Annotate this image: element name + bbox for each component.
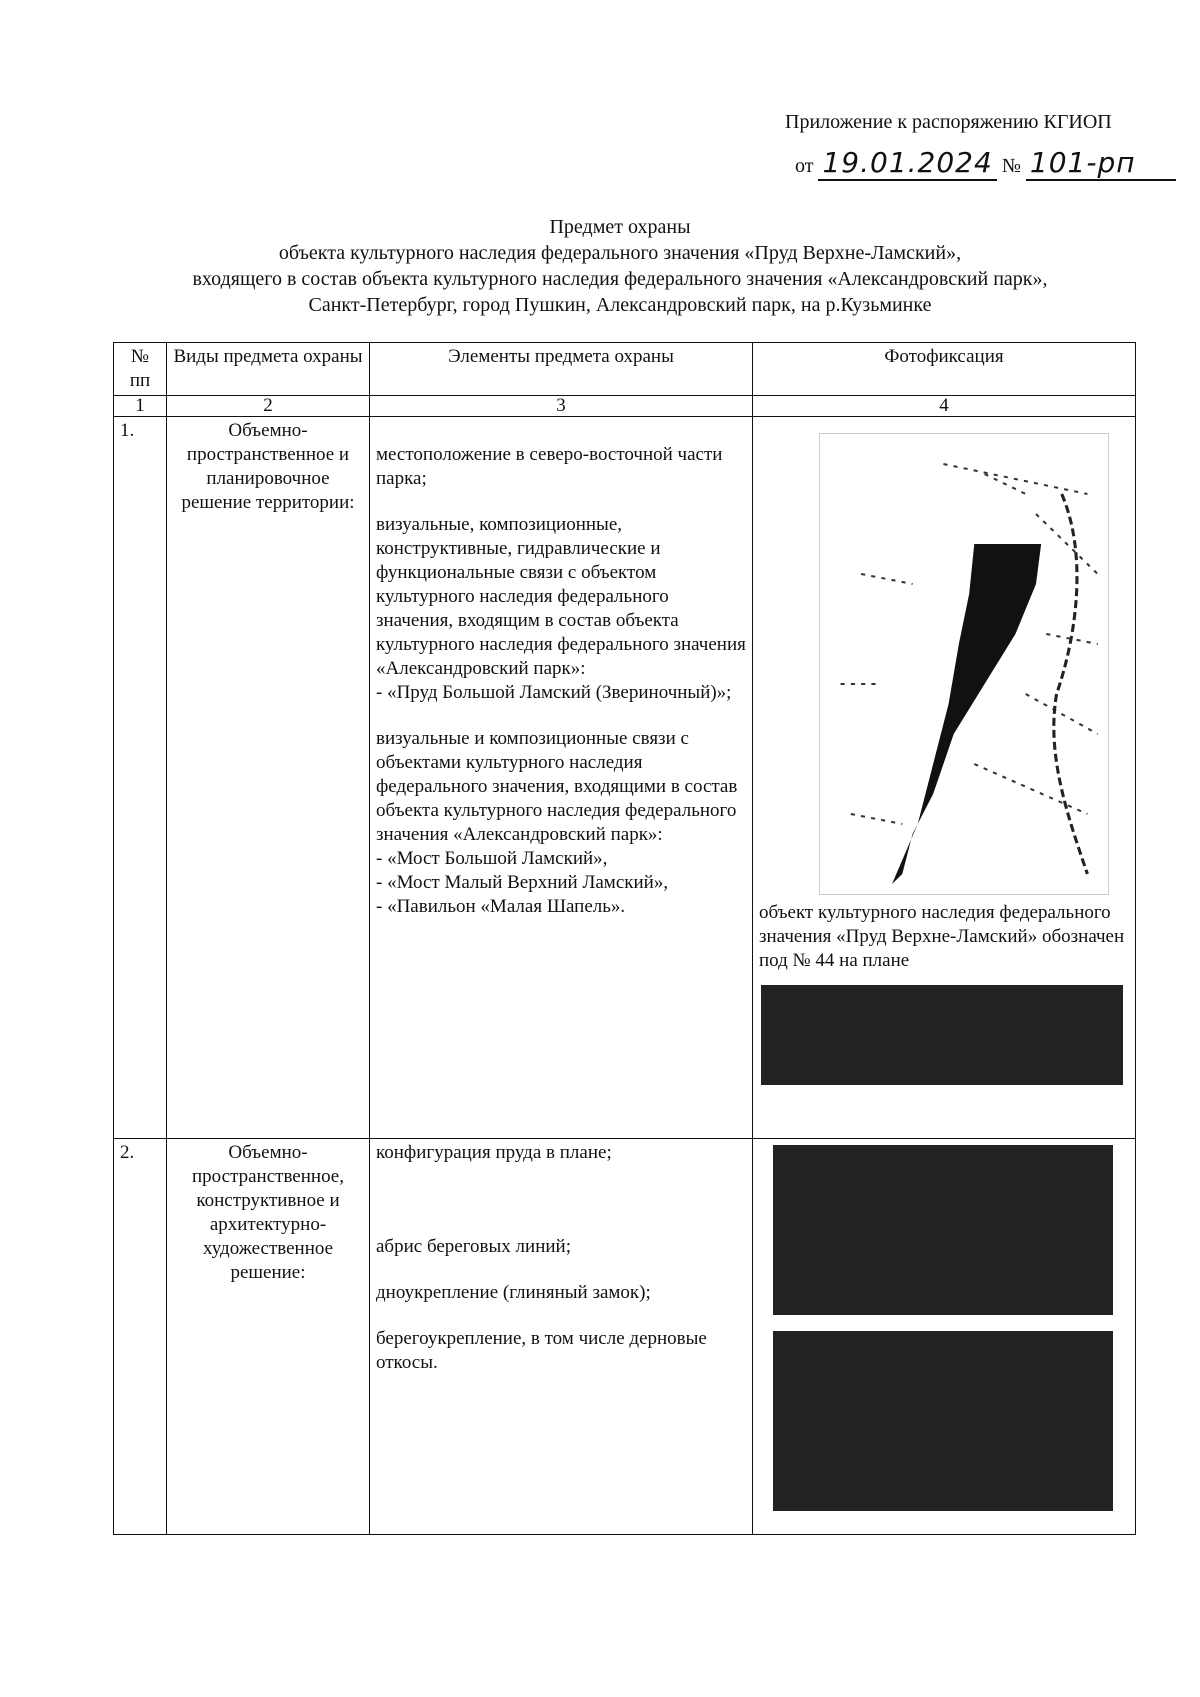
col-number-2: 2 bbox=[167, 396, 370, 417]
appendix-title: Приложение к распоряжению КГИОП bbox=[785, 111, 1112, 133]
element-item: дноукрепление (глиняный замок); bbox=[376, 1282, 651, 1303]
col-header-elements: Элементы предмета охраны bbox=[370, 343, 753, 396]
park-plan-image bbox=[819, 433, 1109, 895]
table-row bbox=[114, 417, 1136, 1139]
header-title: Предмет охраны bbox=[549, 216, 691, 238]
element-item: визуальные, композиционные, конструктивные, гидравлические и функциональные связи с объектом культурного наследия федерального значения, входящим в состав объекта культурного наследия федерального значения «Александровский парк»: - «Пруд Большой Ламский (Звериночный)»; bbox=[376, 514, 746, 703]
protection-table bbox=[113, 342, 1136, 1535]
pond-photo bbox=[773, 1145, 1113, 1315]
row-elements bbox=[370, 1139, 753, 1535]
row-kind: Объемно-пространственное и планировочное решение территории: bbox=[167, 417, 370, 1139]
row-number: 1. bbox=[114, 417, 167, 1139]
row-number: 2. bbox=[114, 1139, 167, 1535]
pond-photo bbox=[761, 985, 1123, 1085]
from-label: от bbox=[795, 155, 814, 177]
order-reference bbox=[795, 146, 1176, 183]
row-photos bbox=[753, 1139, 1136, 1535]
element-item: берегоукрепление, в том числе дерновые откосы. bbox=[376, 1328, 707, 1373]
col-header-number: № пп bbox=[114, 343, 167, 396]
col-number-3: 3 bbox=[370, 396, 753, 417]
column-number-row bbox=[114, 396, 1136, 417]
col-header-kind: Виды предмета охраны bbox=[167, 343, 370, 396]
number-label: № bbox=[1001, 155, 1021, 177]
row-kind: Объемно-пространственное, конструктивное и архитектурно-художественное решение: bbox=[167, 1139, 370, 1535]
protection-table-wrapper bbox=[113, 342, 1136, 1535]
table-row bbox=[114, 1139, 1136, 1535]
row-elements bbox=[370, 417, 753, 1139]
col-number-1: 1 bbox=[114, 396, 167, 417]
row-photos bbox=[753, 417, 1136, 1139]
photo-caption: объект культурного наследия федерального значения «Пруд Верхне-Ламский» обозначен под № 44 на плане bbox=[759, 902, 1125, 971]
order-date: 19.01.2024 bbox=[818, 146, 996, 181]
order-number: 101-рп bbox=[1026, 146, 1176, 181]
col-header-photo: Фотофиксация bbox=[753, 343, 1136, 396]
element-item: конфигурация пруда в плане; bbox=[376, 1142, 612, 1163]
table-header-row bbox=[114, 343, 1136, 396]
col-number-4: 4 bbox=[753, 396, 1136, 417]
element-item: абрис береговых линий; bbox=[376, 1236, 571, 1257]
header-line-3: входящего в состав объекта культурного наследия федерального значения «Александровский парк», bbox=[192, 268, 1048, 290]
park-plan-drawing bbox=[820, 434, 1108, 894]
element-item: местоположение в северо-восточной части парка; bbox=[376, 444, 723, 489]
pond-photo bbox=[773, 1331, 1113, 1511]
document-header bbox=[100, 214, 1140, 318]
header-line-4: Санкт-Петербург, город Пушкин, Александровский парк, на р.Кузьминке bbox=[308, 294, 932, 316]
header-line-2: объекта культурного наследия федерального значения «Пруд Верхне-Ламский», bbox=[278, 242, 962, 264]
element-item: визуальные и композиционные связи с объектами культурного наследия федерального значения, входящими в состав объекта культурного наследия федерального значения «Александровский парк»: - «Мост Большой Ламский», - «Мост Малый Верхний Ламский», - «Павильон «Малая Шапель». bbox=[376, 728, 738, 917]
